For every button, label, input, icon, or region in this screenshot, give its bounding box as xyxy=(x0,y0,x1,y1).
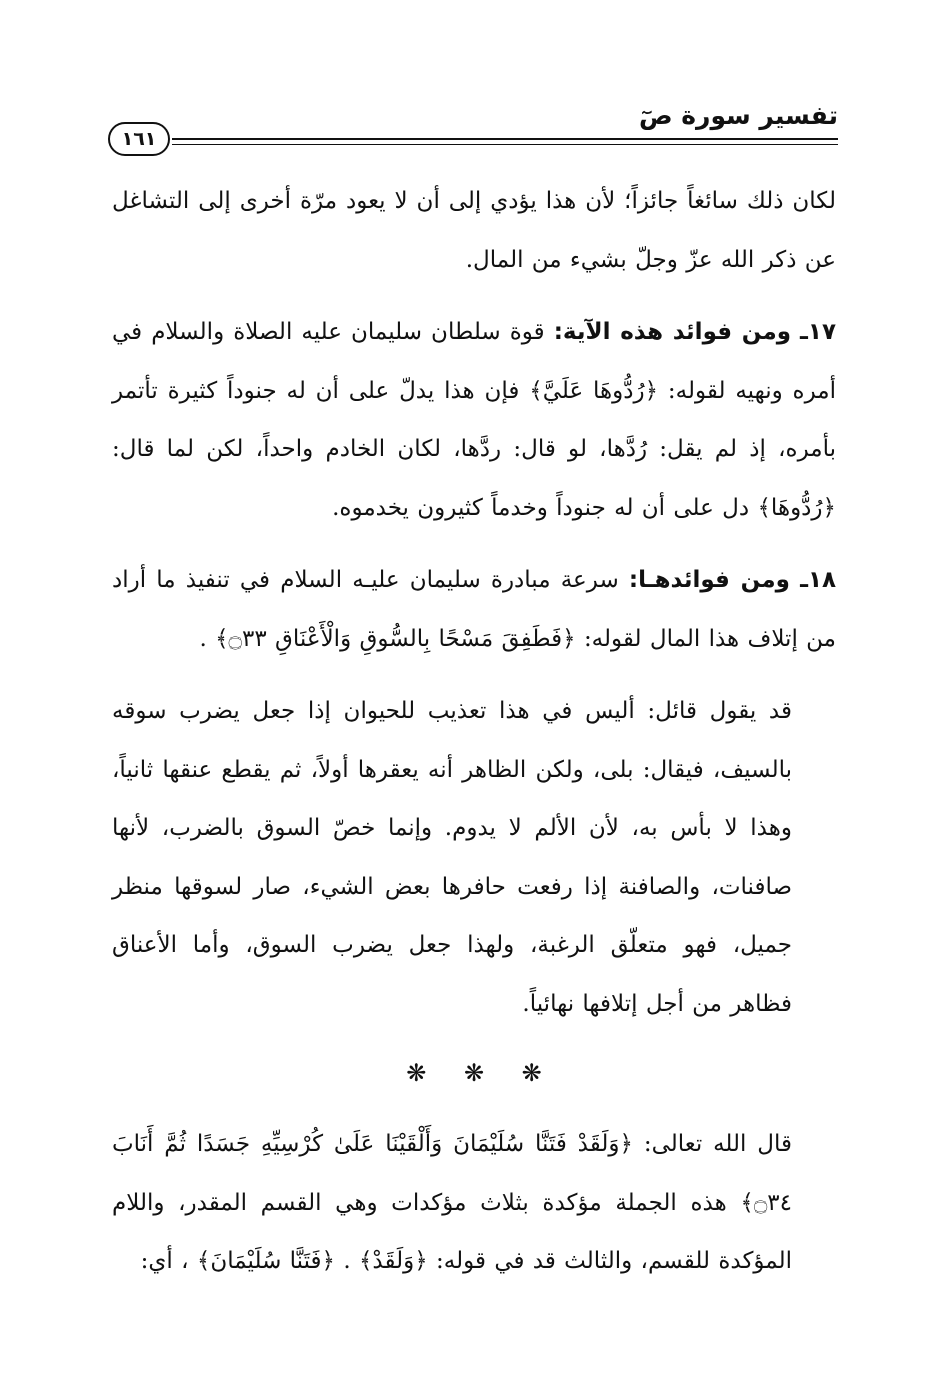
quran-quote: ﴿وَلَقَدْ﴾ xyxy=(358,1248,428,1274)
paragraph-1 xyxy=(112,172,836,289)
paragraph-text: قال الله تعالى: xyxy=(643,1131,792,1157)
quran-quote: ﴿رُدُّوهَا﴾ xyxy=(757,494,836,521)
paragraph-question xyxy=(112,682,836,1033)
paragraph-text: لكان ذلك سائغاً جائزاً؛ لأن هذا يؤدي إلى أن لا يعود مرّة أخرى إلى التشاغل عن ذكر الله عزّ وجلّ بشيء من المال. xyxy=(112,188,836,273)
item-heading: ومن فوائدهـا: xyxy=(628,567,790,593)
item-number: ١٨ـ xyxy=(800,567,837,593)
header-rule-thin xyxy=(172,144,838,145)
paragraph-text: فإن هذا يدلّ على أن له جنوداً كثيرة تأتمر بأمره، إذ لم يقل: رُدَّها، لو قال: ردَّها، لكان الخادم واحداً، لكن لما قال: xyxy=(112,377,836,462)
page-number: ١٦١ xyxy=(108,122,170,156)
paragraph-text: قد يقول قائل: أليس في هذا تعذيب للحيوان إذا جعل يضرب سوقه بالسيف، فيقال: بلى، ولكن الظاهر أنه يعقرها أولاً، ثم يقطع عنقها ثانياً، وهذا لا بأس به، لأن الألم لا يدوم. وإنما خصّ السوق بالضرب، لأنها صافنات، والصافنة إذا رفعت حافرها بعض الشيء، صار لسوقها منظر جميل، فهو متعلّق الرغبة، ولهذا جعل يضرب السوق، وأما الأعناق فظاهر من أجل إتلافها نهائياً. xyxy=(112,698,792,1017)
paragraph-18 xyxy=(112,551,836,668)
paragraph-text: . xyxy=(343,1248,351,1274)
header-rule xyxy=(172,138,838,140)
paragraph-text: هذه الجملة مؤكدة بثلاث مؤكدات وهي القسم المقدر، واللام المؤكدة للقسم، والثالث قد في قوله: xyxy=(112,1189,792,1274)
paragraph-text: دل على أن له جنوداً وخدماً كثيرون يخدموه. xyxy=(332,494,750,521)
quran-quote: ﴿فَتَنَّا سُلَيْمَانَ﴾ xyxy=(196,1248,336,1274)
paragraph-text: . xyxy=(199,625,207,652)
paragraph-verse-34 xyxy=(112,1115,836,1291)
paragraph-text: ، أي: xyxy=(140,1248,189,1274)
quran-quote: ﴿فَطَفِقَ مَسْحًا بِالسُّوقِ وَالْأَعْنَاقِ ۝٣٣﴾ xyxy=(215,625,576,652)
section-separator: ❋ ❋ ❋ xyxy=(406,1059,542,1087)
page-header xyxy=(108,96,838,160)
item-number: ١٧ـ xyxy=(800,319,836,345)
paragraph-17 xyxy=(112,303,836,537)
running-title: تفسير سورة صٓ xyxy=(638,101,838,130)
paragraph-text: قوة سلطان سليمان عليه الصلاة والسلام في أمره ونهيه لقوله: xyxy=(112,319,837,404)
quran-quote: ﴿وَلَقَدْ فَتَنَّا سُلَيْمَانَ وَأَلْقَيْنَا عَلَىٰ كُرْسِيِّهِ جَسَدًا ثُمَّ أَنَابَ ۝٣٤﴾ xyxy=(112,1131,793,1216)
page-body xyxy=(112,172,836,1291)
paragraph-text: سرعة مبادرة سليمان عليـه السلام في تنفيذ ما أراد من إتلاف هذا المال لقوله: xyxy=(112,567,836,652)
quran-quote: ﴿رُدُّوهَا عَلَيَّ﴾ xyxy=(529,377,659,404)
item-heading: ومن فوائد هذه الآية: xyxy=(553,319,792,345)
